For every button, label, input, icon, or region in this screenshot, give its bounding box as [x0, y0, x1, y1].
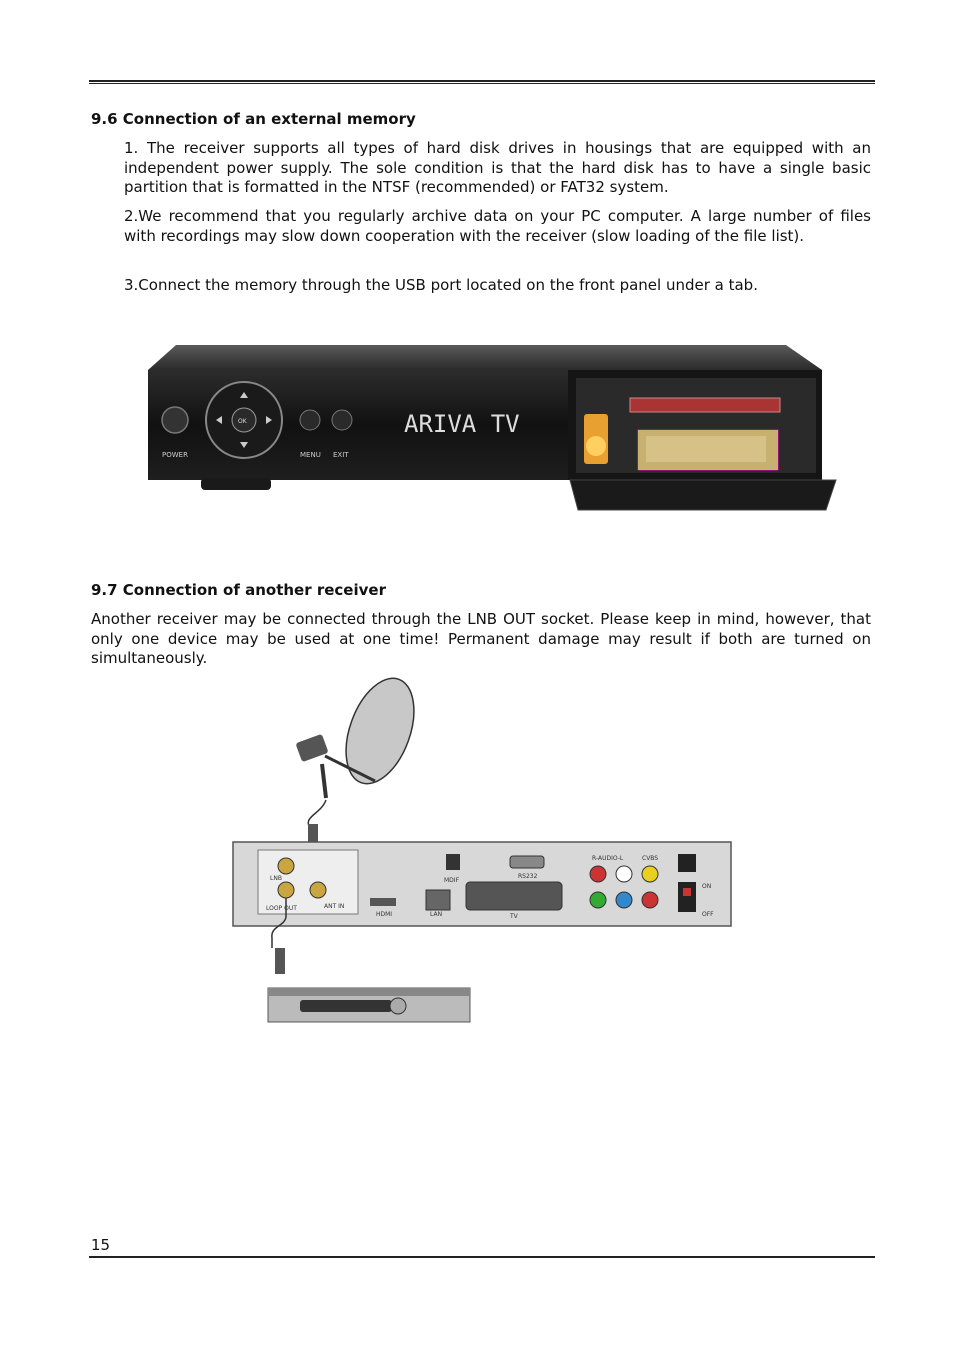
- menu-label: MENU: [300, 451, 321, 459]
- paragraph-2: 2.We recommend that you regularly archive data on your PC computer. A large number of files with recordings may slow down cooperation with the receiver (slow loading of the file list).: [124, 207, 871, 245]
- off-label: OFF: [702, 911, 714, 918]
- mdif-label: MDIF: [444, 877, 460, 884]
- power-label: POWER: [162, 451, 188, 459]
- paragraph-1: 1. The receiver supports all types of hard disk drives in housings that are equipped with an independent power supply. The sole condition is that the hard disk has to have a single basic partition that is formatted in the NTSF (recommended) or FAT32 system.: [124, 139, 871, 196]
- paragraph-3: 3.Connect the memory through the USB port located on the front panel under a tab.: [124, 276, 758, 294]
- header-rule: [89, 80, 875, 84]
- tv-label: TV: [510, 913, 518, 920]
- ant-in-label: ANT IN: [324, 903, 345, 910]
- front-display: ARIVA TV: [404, 410, 520, 438]
- page-number: 15: [91, 1236, 111, 1254]
- footer-rule: [89, 1256, 875, 1258]
- receiver-front-photo: [146, 342, 838, 514]
- paragraph-4: Another receiver may be connected through the LNB OUT socket. Please keep in mind, however, that only one device may be used at one time! Permanent damage may result if both are turned on simultaneously.: [91, 610, 871, 667]
- exit-label: EXIT: [333, 451, 349, 459]
- lan-label: LAN: [430, 911, 443, 918]
- lnb-in-label: LNB: [270, 875, 282, 882]
- audio-label: R-AUDIO-L: [592, 855, 624, 862]
- section-heading-9-7: 9.7 Connection of another receiver: [91, 581, 386, 599]
- ok-label: OK: [238, 418, 247, 425]
- connection-diagram: [230, 676, 735, 1026]
- hdmi-label: HDMI: [376, 911, 393, 918]
- cvbs-label: CVBS: [642, 855, 659, 862]
- section-heading-9-6: 9.6 Connection of an external memory: [91, 110, 416, 128]
- lnb-out-label: LOOP OUT: [266, 905, 297, 912]
- rs232-label: RS232: [518, 873, 538, 880]
- on-label: ON: [702, 883, 712, 890]
